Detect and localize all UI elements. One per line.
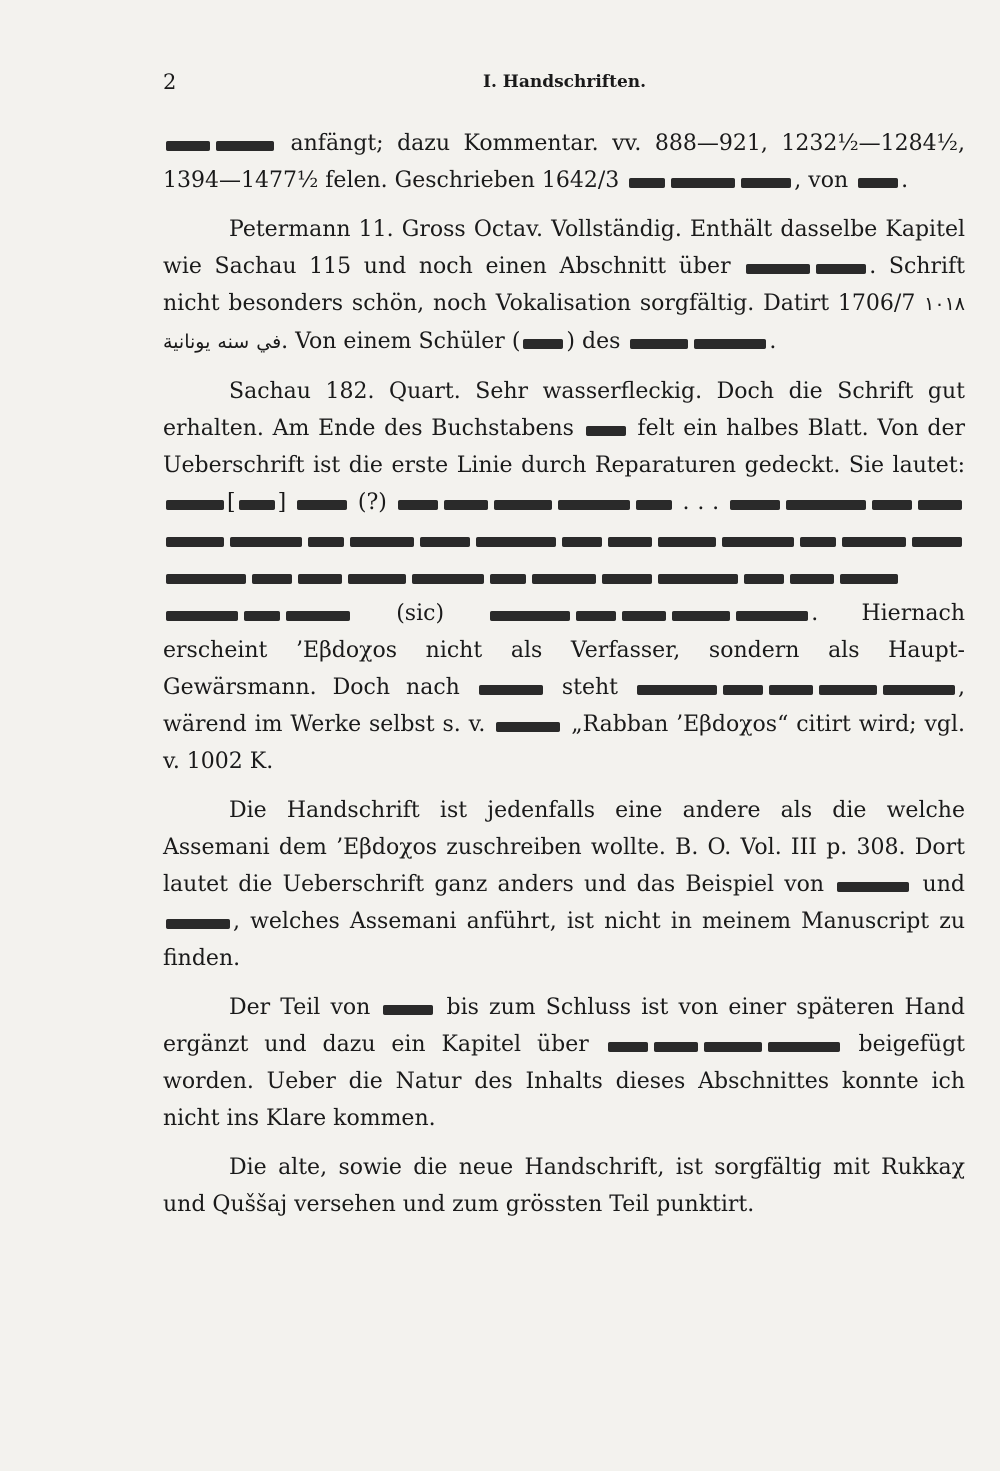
text-run: ) des — [566, 329, 628, 354]
syriac-word-glyph — [842, 537, 906, 547]
paragraph — [163, 373, 965, 780]
syriac-word-glyph — [562, 537, 602, 547]
syriac-word-glyph — [837, 882, 909, 892]
syriac-word-glyph — [490, 611, 570, 621]
syriac-word-glyph — [523, 339, 563, 349]
syriac-word-glyph — [722, 537, 794, 547]
syriac-word-glyph — [532, 574, 596, 584]
syriac-word-glyph — [730, 500, 780, 510]
text-run: steht — [545, 675, 634, 700]
syriac-word-glyph — [239, 500, 275, 510]
syriac-word-glyph — [166, 919, 230, 929]
arabic-word: في — [256, 331, 282, 353]
syriac-word-glyph — [769, 685, 813, 695]
text-run: felt ein halbes Blatt. Von der Ueberschrift ist die erste Linie durch Reparaturen gedeckt. Sie lautet: — [163, 416, 965, 478]
syriac-word-glyph — [252, 574, 292, 584]
running-head: I. Handschriften. — [483, 72, 647, 92]
syriac-word-glyph — [608, 1042, 648, 1052]
text-run: [ — [227, 490, 236, 515]
syriac-word-glyph — [723, 685, 763, 695]
syriac-word-glyph — [694, 339, 766, 349]
syriac-word-glyph — [496, 722, 560, 732]
paragraph — [163, 989, 965, 1137]
text-run: . Von einem Schüler ( — [281, 329, 521, 354]
text-run: Die Handschrift ist jedenfalls eine andere als die welche Assemani dem ’Eβdoχos zuschreiben wollte. B. O. Vol. III p. 308. Dort lautet die Ueberschrift ganz anders und das Beispiel von — [163, 798, 965, 897]
syriac-word-glyph — [630, 339, 688, 349]
syriac-word-glyph — [883, 685, 955, 695]
syriac-word-glyph — [476, 537, 556, 547]
syriac-word-glyph — [800, 537, 836, 547]
syriac-word-glyph — [558, 500, 630, 510]
syriac-word-glyph — [654, 1042, 698, 1052]
syriac-word-glyph — [872, 500, 912, 510]
syriac-word-glyph — [244, 611, 280, 621]
syriac-word-glyph — [494, 500, 552, 510]
text-run: , von — [794, 168, 856, 193]
syriac-word-glyph — [816, 264, 866, 274]
syriac-word-glyph — [790, 574, 834, 584]
text-run: Die alte, sowie die neue Handschrift, ist sorgfältig mit Rukkaχ und Quššaj versehen und zum grössten Teil punktirt. — [163, 1155, 965, 1217]
syriac-word-glyph — [166, 141, 210, 151]
text-run: und — [912, 872, 965, 897]
paragraph — [163, 211, 965, 361]
syriac-word-glyph — [286, 611, 350, 621]
syriac-word-glyph — [840, 574, 898, 584]
syriac-word-glyph — [768, 1042, 840, 1052]
syriac-word-glyph — [629, 178, 665, 188]
syriac-word-glyph — [166, 611, 238, 621]
paragraph — [163, 792, 965, 977]
syriac-word-glyph — [586, 426, 626, 436]
text-run: , wärend im Werke selbst s. v. — [163, 675, 965, 737]
syriac-word-glyph — [298, 574, 342, 584]
syriac-word-glyph — [412, 574, 484, 584]
text-run: „Rabban ’Eβdoχos“ citirt wird; vgl. v. 1002 K. — [163, 712, 965, 774]
syriac-word-glyph — [672, 611, 730, 621]
text-run: . — [901, 168, 909, 193]
syriac-word-glyph — [166, 574, 246, 584]
arabic-word: سنه — [217, 331, 250, 353]
syriac-word-glyph — [704, 1042, 762, 1052]
page-number: 2 — [163, 70, 177, 94]
syriac-word-glyph — [348, 574, 406, 584]
text-run: . Hiernach erscheint ’Eβdoχos nicht als Verfasser, sondern als Haupt-Gewärsmann. Doch nach — [163, 601, 965, 700]
syriac-word-glyph — [622, 611, 666, 621]
body-text — [163, 125, 965, 1235]
text-run: (sic) — [353, 601, 488, 626]
text-run: Petermann 11. Gross Octav. Vollständig. Enthält dasselbe Kapitel wie Sachau 115 und noch einen Abschnitt über — [163, 217, 965, 279]
syriac-word-glyph — [383, 1005, 433, 1015]
text-run: Sachau 182. Quart. Sehr wasserfleckig. Doch die Schrift gut erhalten. Am Ende des Buchstabens — [163, 379, 965, 441]
text-run: . . . — [674, 490, 728, 515]
text-run: bis zum Schluss ist von einer späteren Hand ergänzt und dazu ein Kapitel über — [163, 995, 966, 1057]
syriac-word-glyph — [912, 537, 962, 547]
syriac-word-glyph — [576, 611, 616, 621]
text-run: beigefügt worden. Ueber die Natur des Inhalts dieses Abschnittes konnte ich nicht ins Klare kommen. — [163, 1032, 965, 1131]
arabic-word: ۱۰۱۸ — [924, 293, 965, 315]
syriac-word-glyph — [308, 537, 344, 547]
syriac-word-glyph — [636, 500, 672, 510]
paragraph — [163, 1149, 965, 1223]
text-run: ] — [277, 490, 295, 515]
text-run: anfängt; dazu Kommentar. vv. 888—921, 1232½—1284½, 1394—1477½ felen. Geschrieben 1642/3 — [163, 131, 965, 193]
syriac-word-glyph — [420, 537, 470, 547]
syriac-word-glyph — [350, 537, 414, 547]
syriac-word-glyph — [490, 574, 526, 584]
text-run: Der Teil von — [229, 995, 381, 1020]
syriac-word-glyph — [216, 141, 274, 151]
syriac-word-glyph — [658, 574, 738, 584]
text-run: , welches Assemani anführt, ist nicht in meinem Manuscript zu finden. — [163, 909, 965, 971]
syriac-word-glyph — [230, 537, 302, 547]
syriac-word-glyph — [658, 537, 716, 547]
syriac-word-glyph — [444, 500, 488, 510]
syriac-word-glyph — [819, 685, 877, 695]
syriac-word-glyph — [166, 500, 224, 510]
paragraph — [163, 125, 965, 199]
syriac-word-glyph — [746, 264, 810, 274]
arabic-word: يونانية — [163, 331, 211, 353]
syriac-word-glyph — [637, 685, 717, 695]
page-header — [163, 70, 963, 100]
syriac-word-glyph — [166, 537, 224, 547]
syriac-word-glyph — [741, 178, 791, 188]
syriac-word-glyph — [602, 574, 652, 584]
text-run: . — [769, 329, 777, 354]
syriac-word-glyph — [671, 178, 735, 188]
syriac-word-glyph — [744, 574, 784, 584]
syriac-word-glyph — [479, 685, 543, 695]
syriac-word-glyph — [786, 500, 866, 510]
syriac-word-glyph — [736, 611, 808, 621]
syriac-word-glyph — [297, 500, 347, 510]
text-run: . Schrift nicht besonders schön, noch Vokalisation sorgfältig. Datirt 1706/7 — [163, 254, 965, 316]
syriac-word-glyph — [858, 178, 898, 188]
text-run: (?) — [350, 490, 395, 515]
syriac-word-glyph — [918, 500, 962, 510]
syriac-word-glyph — [398, 500, 438, 510]
syriac-word-glyph — [608, 537, 652, 547]
